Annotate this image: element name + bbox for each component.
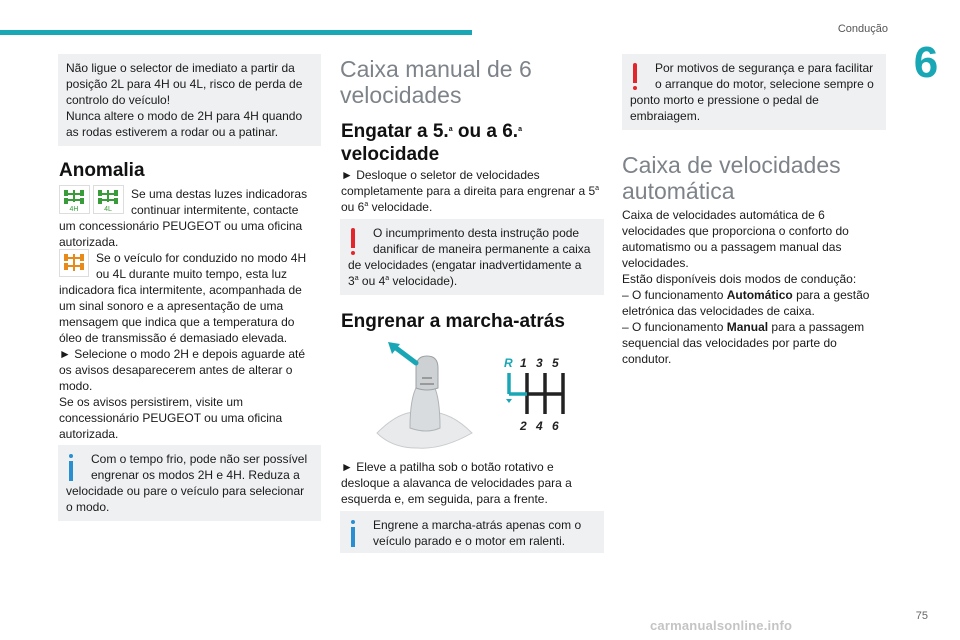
manual-gearbox-title (340, 56, 532, 108)
icon-label-4l: 4L (104, 206, 112, 213)
warning-line: danificar de maneira permanente a caixa (373, 242, 591, 256)
title-line: velocidades (340, 82, 462, 108)
header-title: Condução (837, 23, 888, 35)
para-line: Estão disponíveis dois modos de condução: (622, 272, 857, 286)
para-line: eletrónica das velocidades de caixa. (622, 304, 815, 318)
heading-part: velocidade (341, 144, 440, 165)
para-line: modo. (59, 379, 93, 393)
engage-5-6-heading (341, 120, 522, 166)
para-line: mensagem que indica que a temperatura do (59, 315, 295, 329)
warning-line: controlo do veículo! (66, 93, 171, 107)
warning-line: ponto morto e pressione o pedal de (630, 93, 819, 107)
step-line: completamente para a direita para engrenar a 5 (341, 184, 596, 198)
info-line: Com o tempo frio, pode não ser possível (91, 452, 308, 466)
warning-line: embraiagem. (630, 109, 701, 123)
gear-top-label: 1 3 5 (520, 356, 562, 370)
reverse-gear-heading: Engrenar a marcha-atrás (341, 311, 565, 332)
info-line: Engrene a marcha-atrás apenas com o (373, 518, 582, 532)
step-line: ► Eleve a patilha sob o botão rotativo e (341, 460, 554, 474)
warning-line: de velocidades (engatar inadvertidamente a (348, 258, 582, 272)
superscript: a (364, 201, 369, 208)
step-line: esquerda e, em seguida, para a frente. (341, 492, 548, 506)
anomaly-para-2 (59, 250, 321, 442)
watermark: carmanualsonline.info (650, 618, 793, 633)
step-line: ou 6 (341, 200, 365, 214)
warning-line: posição 2L para 4H ou 4L, risco de perda de (66, 77, 303, 91)
para-line: Se o veículo for conduzido no modo 4H (96, 251, 307, 265)
reverse-label: R (504, 356, 513, 370)
superscript: a (448, 126, 453, 133)
para-line: para a gestão (792, 288, 870, 302)
warning-line: 3 (348, 274, 355, 288)
para-line: concessionário PEUGEOT ou uma oficina (59, 411, 283, 425)
para-line: condutor. (622, 352, 672, 366)
title-line: Caixa de velocidades (622, 152, 841, 178)
gear-pattern-icon (496, 352, 576, 436)
superscript: a (595, 185, 600, 192)
warning-line: velocidade). (389, 274, 458, 288)
alert-icon (633, 63, 637, 91)
para-line: um concessionário PEUGEOT ou uma oficina (59, 219, 303, 233)
para-line: autorizada. (59, 235, 119, 249)
info-icon (68, 454, 74, 482)
warning-line: Nunca altere o modo de 2H para 4H quando (66, 109, 303, 123)
para-line: velocidades que proporciona o conforto do (622, 224, 849, 238)
para-line: continuar intermitente, contacte (131, 203, 299, 217)
para-line: indicadora fica intermitente, acompanhada de (59, 283, 302, 297)
heading-part: Engatar a 5. (341, 121, 449, 142)
info-line: o modo. (66, 500, 110, 514)
info-line: velocidade ou pare o veículo para selecionar (66, 484, 305, 498)
reverse-gear-step (341, 459, 606, 507)
info-line: veículo parado e o motor em ralenti. (373, 534, 566, 548)
chapter-number: 6 (913, 38, 939, 87)
para-line: automatismo ou a passagem manual das (622, 240, 842, 254)
automatic-gearbox-text (622, 207, 892, 367)
info-icon (350, 520, 356, 548)
superscript: a (354, 275, 359, 282)
info-line: engrenar os modos 2H e 4H. Reduza a (91, 468, 300, 482)
info-box-reverse (340, 511, 604, 553)
mode-automatic: Automático (726, 288, 793, 302)
para-line: – O funcionamento (622, 288, 727, 302)
step-line: desloque a alavanca de velocidades para a (341, 476, 572, 490)
warning-line: Por motivos de segurança e para facilitar (655, 61, 874, 75)
warning-line: ou 4 (358, 274, 386, 288)
gear-pattern-diagram (496, 352, 576, 436)
anomaly-heading: Anomalia (59, 160, 145, 181)
para-line: sequencial das velocidades por parte do (622, 336, 837, 350)
page-number: 75 (915, 610, 928, 622)
para-line: ► Selecione o modo 2H e depois aguarde até (59, 347, 306, 361)
warning-line: as rodas estiverem a rodar ou a patinar. (66, 125, 279, 139)
gear-bottom-label: 2 4 6 (520, 419, 562, 433)
step-line: ► Desloque o seletor de velocidades (341, 168, 540, 182)
info-box-cold-weather (58, 445, 321, 521)
para-line: óleo de transmissão é demasiado elevada. (59, 331, 288, 345)
anomaly-para-1 (59, 186, 319, 250)
para-line: os avisos desaparecerem antes de alterar o (59, 363, 293, 377)
para-line: Se os avisos persistirem, visite um (59, 395, 244, 409)
superscript: a (385, 275, 390, 282)
header-accent-bar (0, 30, 472, 35)
para-line: autorizada. (59, 427, 119, 441)
engage-5-6-step (341, 167, 606, 215)
para-line: um sinal sonoro e a apresentação de uma (59, 299, 284, 313)
gear-lever-icon (372, 338, 477, 450)
heading-part: ou a 6. (452, 121, 519, 142)
superscript: a (518, 126, 522, 133)
warning-line: o arranque do motor, selecione sempre o (655, 77, 874, 91)
title-line: Caixa manual de 6 (340, 56, 532, 82)
warning-box-neutral (622, 54, 886, 130)
warning-line: O incumprimento desta instrução pode (373, 226, 580, 240)
para-line: – O funcionamento (622, 320, 727, 334)
icon-label-4h: 4H (69, 206, 79, 213)
para-line: Se uma destas luzes indicadoras (131, 187, 308, 201)
warning-line: Não ligue o selector de imediato a partir da (66, 61, 295, 75)
step-line: velocidade. (368, 200, 433, 214)
automatic-gearbox-title (622, 152, 841, 204)
alert-icon (351, 228, 355, 256)
para-line: ou 4L durante muito tempo, esta luz (96, 267, 288, 281)
mode-manual: Manual (726, 320, 769, 334)
para-line: Caixa de velocidades automática de 6 (622, 208, 825, 222)
warning-box-gear (340, 219, 604, 295)
para-line: velocidades. (622, 256, 689, 270)
para-line: para a passagem (768, 320, 865, 334)
gear-lever-illustration (372, 338, 477, 450)
warning-box-selector (58, 54, 321, 146)
title-line: automática (622, 178, 735, 204)
